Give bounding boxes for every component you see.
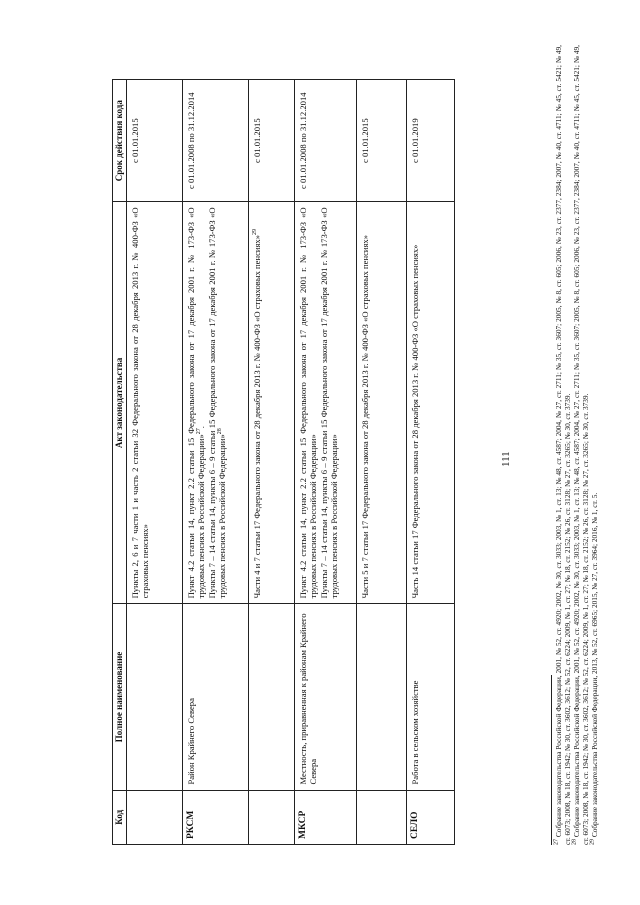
- header-code: Код: [113, 790, 127, 844]
- footnote-ref: 27: [196, 428, 203, 435]
- row-name: [126, 604, 182, 790]
- act-text: Пункты 7 – 14 статьи 14, пункты 6 – 9 статьи 15 Федерального закона от 17 декабря 2001 г. № 173-ФЗ «О трудовых пенсиях в Российской Федерации»: [206, 207, 228, 599]
- footnote-number: 29: [589, 839, 596, 845]
- row-act: Часть 14 статьи 17 Федерального закона от 28 декабря 2013 г. № 400-ФЗ «О страховых пенсиях»: [406, 202, 454, 604]
- row-act: Части 5 и 7 статьи 17 Федерального закона от 28 декабря 2013 г. № 400-ФЗ «О страховых пенсиях»: [356, 202, 406, 604]
- row-act: Пункты 2, 6 и 7 части 1 и часть 2 статьи 32 Федерального закона от 28 декабря 2013 г. № 400-ФЗ «О страховых пенсиях»: [126, 202, 182, 604]
- footnote: [555, 45, 573, 845]
- row-term: с 01.01.2008 по 31.12.2014: [294, 80, 356, 202]
- row-code: СЕЛО: [406, 790, 454, 844]
- footnote-text: Собрание законодательства Российской Федерации, 2013, № 52, ст. 6965; 2015, № 27, ст. 3964; 2016, № 1, ст. 5.: [589, 492, 599, 838]
- row-act: Пункт 4.2 статьи 14, пункт 2.2 статьи 15 Федерального закона от 17 декабря 2001 г. № 173-ФЗ «О трудовых пенсиях в Российской Федерации»$^{27}$. Пункты 7 – 14 статьи 14, пункты 6 – 9 статьи 15 Федерального закона от 17 декабря 2001 г. № 173-ФЗ «О трудовых пенсиях в Российской Федерации»$^{28}$: [182, 202, 248, 604]
- row-code: [248, 790, 294, 844]
- table-row: [248, 80, 294, 845]
- row-name: [356, 604, 406, 790]
- act-text: Пункт 4.2 статьи 14, пункт 2.2 статьи 15 Федерального закона от 17 декабря 2001 г. № 173-ФЗ «О трудовых пенсиях в Российской Федерации»: [297, 207, 319, 599]
- header-name: Полное наименование: [113, 604, 127, 790]
- footnote-text: Собрание законодательства Российской Федерации, 2001, № 52, ст. 4920; 2002, № 30, ст. 3033; 2003, № 1, ст. 13; № 48, ст. 4587; 2004, № 27, ст. 2711; № 35, ст. 3607; 2005, № 8, ст. 605; 2006, № 23, ст. 2377, 2384; 2007, № 40, ст. 4711; № 45, ст. 5421; № 49, ст. 6073; 2008, № 18, ст. 1942; № 30, ст. 3602, 3612; № 52, ст. 6224; 2009, № 1, ст. 27; № 18, ст. 2152; № 26, ст. 3128; № 27, ст. 3265; № 30, ст. 3739.: [571, 45, 590, 845]
- row-name: Местность, приравненная к районам Крайнего Севера: [294, 604, 356, 790]
- footnote-separator: [551, 675, 552, 845]
- header-term: Срок действия кода: [113, 80, 127, 202]
- row-term: с 01.01.2015: [356, 80, 406, 202]
- act-text: Части 4 и 7 статьи 17 Федерального закона от 28 декабря 2013 г. № 400-ФЗ «О страховых пенсиях»: [251, 234, 262, 599]
- row-code: РКСМ: [182, 790, 248, 844]
- row-code: МКСР: [294, 790, 356, 844]
- row-code: [126, 790, 182, 844]
- row-term: с 01.01.2015: [248, 80, 294, 202]
- act-text: Пункт 4.2 статьи 14, пункт 2.2 статьи 15 Федерального закона от 17 декабря 2001 г. № 173-ФЗ «О трудовых пенсиях в Российской Федерации»: [185, 207, 207, 599]
- row-term: с 01.01.2008 по 31.12.2014: [182, 80, 248, 202]
- footnote-number: 27: [553, 839, 560, 845]
- header-act: Акт законодательства: [113, 202, 127, 604]
- row-act: [294, 202, 356, 604]
- code-table: [112, 79, 455, 845]
- row-act: [248, 202, 294, 604]
- footnote-ref: 28: [217, 428, 224, 435]
- row-code: [356, 790, 406, 844]
- row-term: с 01.01.2019: [406, 80, 454, 202]
- act-text: Пункты 7 – 14 статьи 14, пункты 6 – 9 статьи 15 Федерального закона от 17 декабря 2001 г. № 173-ФЗ «О трудовых пенсиях в Российской Федерации»: [318, 207, 340, 599]
- row-name: Район Крайнего Севера: [182, 604, 248, 790]
- row-name: [248, 604, 294, 790]
- footnote: [591, 45, 600, 845]
- table-header-row: [113, 80, 127, 845]
- row-term: с 01.01.2015: [126, 80, 182, 202]
- table-row: [406, 80, 454, 845]
- footnote-ref: 29: [252, 228, 259, 235]
- footnote-number: 28: [571, 839, 578, 845]
- table-row: [356, 80, 406, 845]
- table-row: [126, 80, 182, 845]
- page-number: 111: [500, 451, 512, 467]
- table-row: [294, 80, 356, 845]
- footnote-text: Собрание законодательства Российской Федерации, 2001, № 52, ст. 4920; 2002, № 30, ст. 3033; 2003, № 1, ст. 13; № 48, ст. 4587; 2004, № 27, ст. 2711; № 35, ст. 3607; 2005, № 8, ст. 605; 2006, № 23, ст. 2377, 2384; 2007, № 40, ст. 4711; № 45, ст. 5421; № 49, ст. 6073; 2008, № 18, ст. 1942; № 30, ст. 3602, 3612; № 52, ст. 6224; 2009, № 1, ст. 27; № 18, ст. 2152; № 26, ст. 3128; № 27, ст. 3265; № 30, ст. 3739.: [554, 45, 572, 845]
- footnotes: [555, 45, 599, 845]
- table-row: [182, 80, 248, 845]
- footnote: [573, 45, 591, 845]
- row-name: Работа в сельском хозяйстве: [406, 604, 454, 790]
